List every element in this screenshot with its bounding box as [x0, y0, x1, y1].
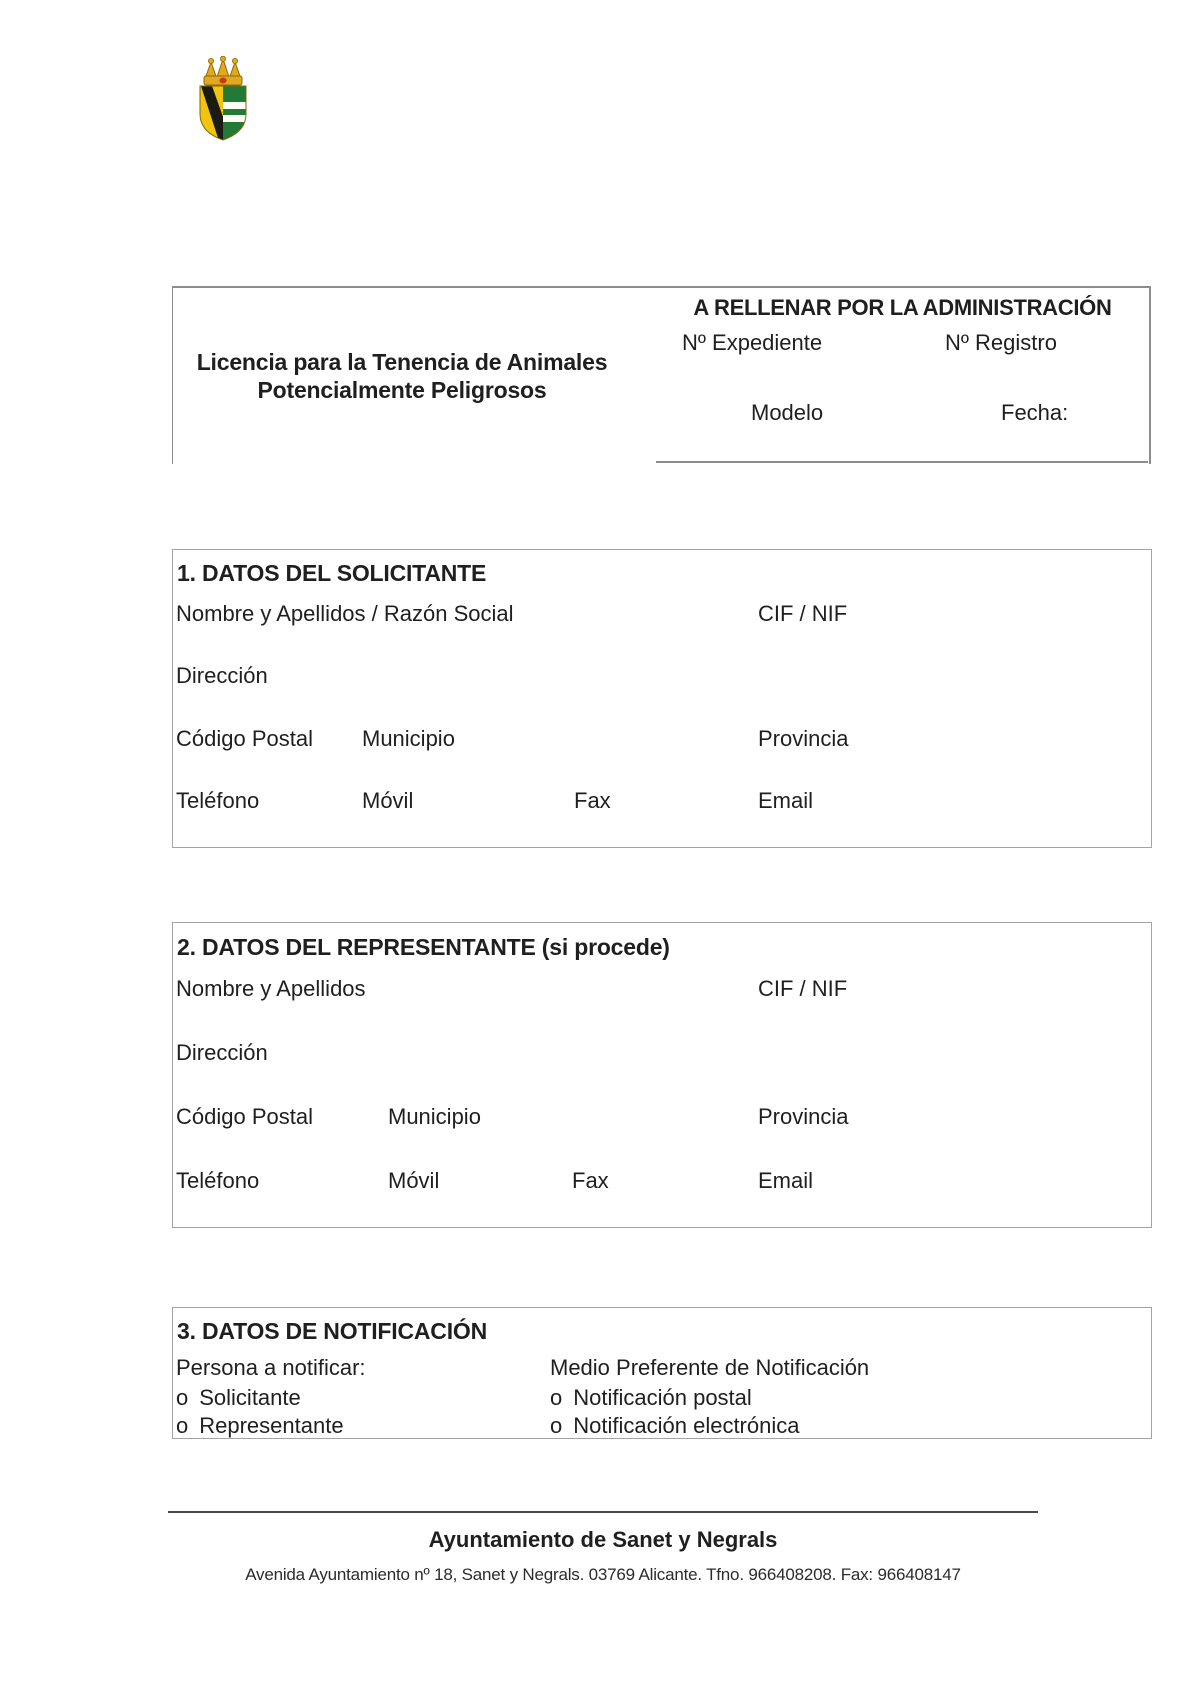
radio-option-label: Representante [199, 1413, 344, 1438]
field-label-persona-a-notificar: Persona a notificar: [176, 1355, 366, 1380]
radio-option-label: Solicitante [199, 1385, 301, 1410]
radio-circle-icon: o [176, 1413, 189, 1438]
field-label-email: Email [758, 1168, 814, 1193]
radio-option-label: Notificación electrónica [573, 1413, 800, 1438]
field-label-fax: Fax [572, 1168, 609, 1193]
radio-circle-icon: o [550, 1413, 563, 1438]
crown-orb [208, 58, 213, 63]
shield-stripe [223, 102, 246, 109]
field-label-movil: Móvil [388, 1168, 440, 1193]
footer-address: Avenida Ayuntamiento nº 18, Sanet y Negrals. 03769 Alicante. Tfno. 966408208. Fax: 966408147 [245, 1565, 961, 1584]
crown-gem [219, 78, 226, 84]
crown-orb [232, 58, 237, 63]
radio-circle-icon: o [550, 1385, 563, 1410]
field-label-nombre-razon-social: Nombre y Apellidos / Razón Social [176, 601, 514, 626]
admin-box-title: A RELLENAR POR LA ADMINISTRACIÓN [693, 295, 1112, 320]
field-label-medio-preferente: Medio Preferente de Notificación [550, 1355, 870, 1380]
municipal-coat-of-arms-logo [190, 56, 256, 144]
form-title-line1: Licencia para la Tenencia de Animales [196, 349, 608, 375]
field-label-municipio: Municipio [388, 1104, 481, 1129]
shield-stripe [223, 115, 246, 122]
field-label-direccion: Dirección [176, 663, 268, 688]
coat-of-arms-icon [190, 56, 256, 144]
form-title [167, 348, 637, 404]
radio-option-notificacion-electronica[interactable] [550, 1413, 799, 1439]
field-label-fax: Fax [574, 788, 611, 813]
section-title-representante: 2. DATOS DEL REPRESENTANTE (si procede) [177, 934, 670, 960]
field-label-nombre-apellidos: Nombre y Apellidos [176, 976, 366, 1001]
field-label-telefono: Teléfono [176, 788, 260, 813]
section-solicitante-box [172, 549, 1152, 848]
section-title-notificacion: 3. DATOS DE NOTIFICACIÓN [177, 1318, 487, 1344]
field-label-email: Email [758, 788, 814, 813]
field-label-movil: Móvil [362, 788, 414, 813]
shield-icon [200, 86, 246, 144]
footer-divider [168, 1511, 1038, 1513]
field-label-cif-nif: CIF / NIF [758, 601, 848, 626]
footer-organization-name: Ayuntamiento de Sanet y Negrals [428, 1527, 778, 1552]
section-representante-box [172, 922, 1152, 1228]
radio-circle-icon: o [176, 1385, 189, 1410]
form-title-line2: Potencialmente Peligrosos [257, 377, 547, 403]
crown-orb [220, 56, 225, 61]
radio-option-solicitante[interactable] [176, 1385, 301, 1411]
field-label-registro: Nº Registro [945, 330, 1057, 355]
field-label-provincia: Provincia [758, 1104, 849, 1129]
field-label-expediente: Nº Expediente [682, 330, 823, 355]
form-header-box-bottom-border [656, 461, 1148, 463]
field-label-cif-nif: CIF / NIF [758, 976, 848, 1001]
crown-icon [204, 56, 242, 85]
field-label-municipio: Municipio [362, 726, 455, 751]
radio-option-notificacion-postal[interactable] [550, 1385, 752, 1411]
field-label-modelo: Modelo [751, 400, 824, 425]
section-title-solicitante: 1. DATOS DEL SOLICITANTE [177, 560, 487, 586]
field-label-provincia: Provincia [758, 726, 849, 751]
radio-option-representante[interactable] [176, 1413, 344, 1439]
field-label-telefono: Teléfono [176, 1168, 260, 1193]
field-label-fecha: Fecha: [1001, 400, 1069, 425]
field-label-direccion: Dirección [176, 1040, 268, 1065]
radio-option-label: Notificación postal [573, 1385, 752, 1410]
field-label-codigo-postal: Código Postal [176, 1104, 313, 1129]
field-label-codigo-postal: Código Postal [176, 726, 313, 751]
shield-right-field [223, 86, 246, 140]
